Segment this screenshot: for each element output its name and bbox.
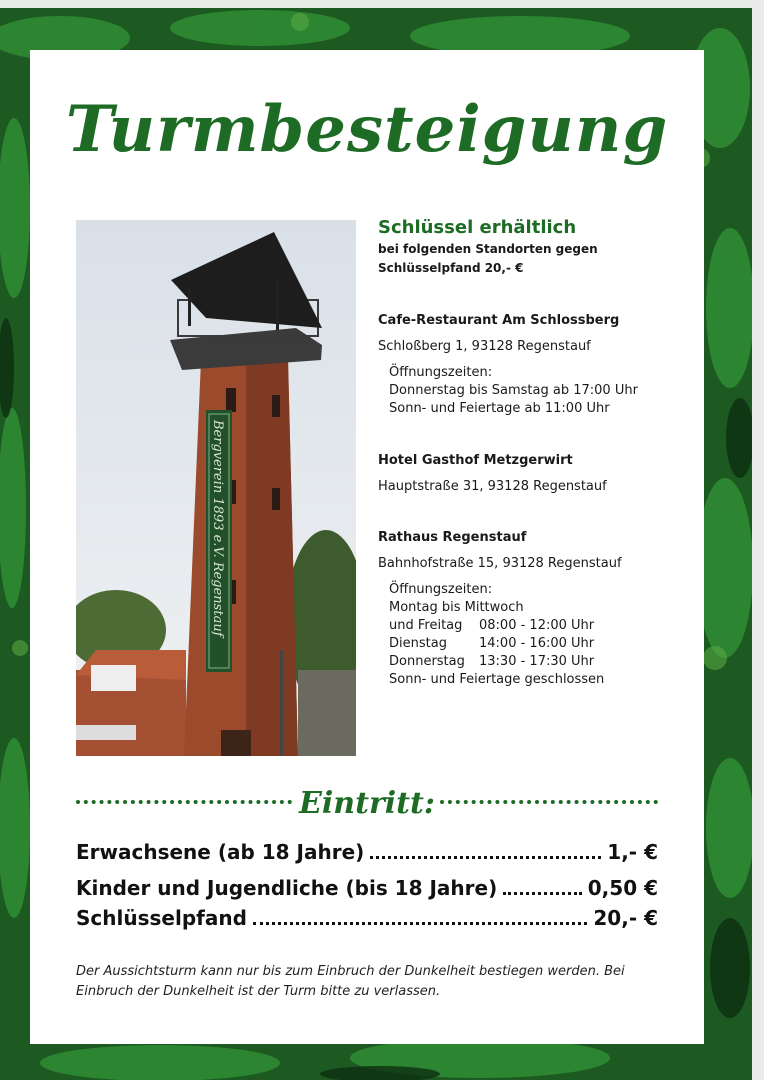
location-name-hotel: Hotel Gasthof Metzgerwirt bbox=[378, 453, 573, 468]
price-value: 20,- € bbox=[593, 906, 658, 930]
hours-label: Öffnungszeiten: bbox=[389, 365, 493, 380]
hours-row bbox=[389, 635, 604, 653]
price-label: Erwachsene (ab 18 Jahre) bbox=[76, 840, 365, 864]
hours-row bbox=[389, 653, 604, 671]
price-row-key-deposit bbox=[76, 906, 658, 930]
hours-row bbox=[389, 599, 604, 617]
location-address-hotel: Hauptstraße 31, 93128 Regenstauf bbox=[378, 479, 607, 494]
page-title: Turmbesteigung bbox=[65, 92, 669, 167]
price-row-adults bbox=[76, 840, 658, 864]
price-value: 1,- € bbox=[607, 840, 658, 864]
divider-dots-right bbox=[440, 800, 658, 804]
hours-block-cafe bbox=[389, 364, 638, 418]
hours-day: Montag bis Mittwoch bbox=[389, 600, 524, 615]
price-label: Kinder und Jugendliche (bis 18 Jahre) bbox=[76, 876, 498, 900]
hours-day: Donnerstag bbox=[389, 654, 465, 669]
key-info-line2: Schlüsselpfand 20,- € bbox=[378, 261, 524, 275]
key-available-heading: Schlüssel erhältlich bbox=[378, 217, 577, 238]
key-info-line1: bei folgenden Standorten gegen bbox=[378, 242, 598, 256]
location-address-rathaus: Bahnhofstraße 15, 93128 Regenstauf bbox=[378, 556, 622, 571]
hours-day: und Freitag bbox=[389, 618, 463, 633]
price-value: 0,50 € bbox=[587, 876, 658, 900]
admission-heading: Eintritt: bbox=[299, 786, 435, 821]
hours-line: Sonn- und Feiertage ab 11:00 Uhr bbox=[389, 401, 610, 416]
price-row-children bbox=[76, 876, 658, 900]
hours-row bbox=[389, 617, 604, 635]
hours-block-rathaus bbox=[389, 581, 604, 689]
hours-time: 08:00 - 12:00 Uhr bbox=[479, 618, 595, 633]
tower-photo bbox=[76, 220, 356, 756]
dot-leader bbox=[503, 892, 582, 895]
hours-day: Dienstag bbox=[389, 636, 447, 651]
location-name-cafe: Cafe-Restaurant Am Schlossberg bbox=[378, 313, 620, 328]
hours-time: 13:30 - 17:30 Uhr bbox=[479, 654, 595, 669]
location-address-cafe: Schloßberg 1, 93128 Regenstauf bbox=[378, 339, 591, 354]
hours-row bbox=[389, 671, 604, 689]
hours-day: Sonn- und Feiertage geschlossen bbox=[389, 672, 605, 687]
darkness-notice: Der Aussichtsturm kann nur bis zum Einbruch der Dunkelheit bestiegen werden. Bei Einbruch der Dunkelheit ist der Turm bitte zu verlassen. bbox=[76, 964, 625, 999]
hours-label: Öffnungszeiten: bbox=[389, 582, 493, 597]
hours-time: 14:00 - 16:00 Uhr bbox=[479, 636, 595, 651]
banner-text: Bergverein 1893 e.V. Regenstauf bbox=[210, 420, 225, 637]
price-label: Schlüsselpfand bbox=[76, 906, 247, 930]
hours-line: Donnerstag bis Samstag ab 17:00 Uhr bbox=[389, 383, 638, 398]
location-name-rathaus: Rathaus Regenstauf bbox=[378, 530, 527, 545]
dot-leader bbox=[370, 856, 601, 859]
dot-leader bbox=[253, 922, 588, 925]
